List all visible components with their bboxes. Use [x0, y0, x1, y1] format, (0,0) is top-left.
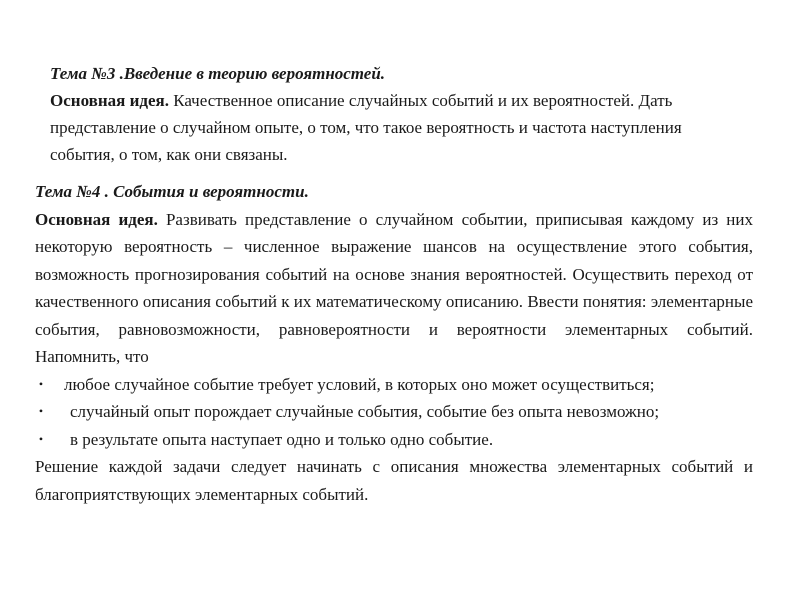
topic4-idea-text: Развивать представление о случайном событии, приписывая каждому из них некоторую вероятность – численное выражение шансов на осуществление этого события, возможность прогнозирования событий на основе знания вероятностей. Осуществить переход от качественного описания событий к их математическому описанию. Ввести понятия: элементарные события, равновозможности, равновероятности и вероятности элементарных событий. Напомнить, что: [35, 209, 754, 366]
topic4-bullet-list: [35, 371, 753, 454]
topic4-title: Тема №4 . События и вероятности.: [35, 182, 309, 201]
topic3-idea-text: Качественное описание случайных событий и их вероятностей. Дать представление о случайном опыте, о том, что такое вероятность и частота наступления события, о том, как они связаны.: [50, 91, 682, 164]
list-item: [35, 371, 753, 399]
topic3-paragraph: [50, 87, 750, 168]
bullet-icon: •: [38, 431, 44, 446]
list-item-text: случайный опыт порождает случайные события, событие без опыта невозможно;: [70, 402, 660, 421]
topic3-idea-label: Основная идея.: [50, 91, 169, 110]
bullet-icon: •: [38, 404, 44, 418]
bullet-icon: •: [38, 376, 44, 391]
list-item: [35, 426, 753, 454]
list-item: [35, 398, 753, 426]
topic4-conclusion: Решение каждой задачи следует начинать с описания множества элементарных событий и благоприятствующих элементарных событий.: [35, 457, 753, 504]
topic3-section: [50, 60, 750, 168]
topic4-section: [35, 178, 753, 508]
topic4-paragraph: [35, 206, 753, 371]
topic3-title: Тема №3 .Введение в теорию вероятностей.: [50, 64, 386, 83]
list-item-text: в результате опыта наступает одно и только одно событие.: [70, 429, 494, 449]
list-item-text: любое случайное событие требует условий, в которых оно может осуществиться;: [64, 374, 655, 394]
topic4-idea-label: Основная идея.: [35, 209, 158, 229]
